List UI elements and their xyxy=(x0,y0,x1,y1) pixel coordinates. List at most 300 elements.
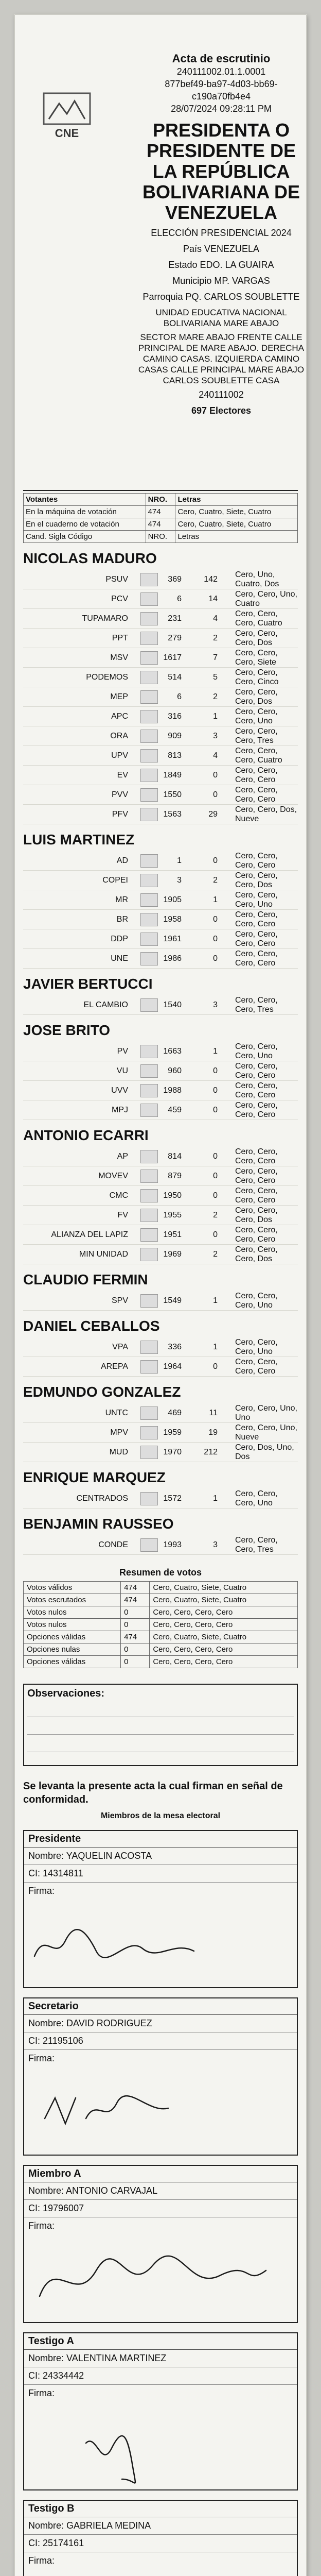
party-code: 1549 xyxy=(163,1296,182,1305)
party-sigla: MOVEV xyxy=(98,1171,128,1180)
party-logo xyxy=(140,913,158,926)
party-sigla: UNTC xyxy=(105,1408,128,1417)
party-logo xyxy=(140,1150,158,1163)
center-name: UNIDAD EDUCATIVA NACIONAL BOLIVARIANA MARE ABAJO xyxy=(155,308,287,328)
party-votes-words: Cero, Cero, Cero, Cero xyxy=(235,1061,278,1080)
party-row xyxy=(23,1206,298,1225)
party-votes-words: Cero, Cero, Cero, Cuatro xyxy=(235,609,282,628)
party-row xyxy=(23,746,298,766)
resumen-row: Votos nulos 0 Cero, Cero, Cero, Cero xyxy=(24,1606,298,1619)
party-row xyxy=(23,668,298,687)
party-logo xyxy=(140,1426,158,1439)
party-votes-words: Cero, Cero, Cero, Tres xyxy=(235,995,278,1014)
candidate-name: BENJAMIN RAUSSEO xyxy=(23,1516,174,1532)
party-row xyxy=(23,1337,298,1357)
party-votes: 1 xyxy=(213,1296,218,1305)
party-logo xyxy=(140,1189,158,1202)
center-code: 240111002 xyxy=(199,389,244,400)
member-ci: CI: 24334442 xyxy=(24,2367,297,2385)
party-row xyxy=(23,1166,298,1186)
party-code: 1540 xyxy=(163,1000,182,1009)
logo-text: CNE xyxy=(55,127,79,140)
member-signature xyxy=(24,2234,297,2322)
party-votes-words: Cero, Cero, Cero, Tres xyxy=(235,726,278,745)
party-row xyxy=(23,609,298,629)
member-firma-label: Firma: xyxy=(28,1886,55,1896)
party-row xyxy=(23,1291,298,1311)
party-row xyxy=(23,1443,298,1462)
party-logo xyxy=(140,1104,158,1117)
electores-count: 697 Electores xyxy=(191,405,252,416)
party-sigla: MPJ xyxy=(112,1105,128,1114)
party-votes-words: Cero, Cero, Cero, Cuatro xyxy=(235,746,282,765)
party-votes: 4 xyxy=(213,614,218,623)
party-logo xyxy=(140,632,158,645)
party-logo xyxy=(140,1538,158,1552)
member-name: Nombre: ANTONIO CARVAJAL xyxy=(24,2182,297,2200)
party-code: 909 xyxy=(168,731,182,740)
acta-datetime: 28/07/2024 09:28:11 PM xyxy=(171,104,272,114)
party-row xyxy=(23,766,298,785)
member-name: Nombre: GABRIELA MEDINA xyxy=(24,2517,297,2535)
member-ci: CI: 19796007 xyxy=(24,2200,297,2217)
party-row xyxy=(23,1100,298,1120)
party-code: 1 xyxy=(177,856,182,865)
resumen-row: Opciones válidas 474 Cero, Cuatro, Siete, Cuatro xyxy=(24,1631,298,1643)
party-logo xyxy=(140,1084,158,1097)
party-code: 1617 xyxy=(163,653,182,662)
center-address: SECTOR MARE ABAJO FRENTE CALLE PRINCIPAL DE MARE ABAJO. DERECHA CAMINO CASAS. IZQUIERDA CAMINO CASAS CALLE PRINCIPAL MARE ABAJO CARLOS SOUBLETTE CASA xyxy=(138,332,305,385)
candidate-name: JOSE BRITO xyxy=(23,1022,111,1038)
party-logo xyxy=(140,788,158,802)
party-logo xyxy=(140,1228,158,1242)
member-role: Presidente xyxy=(24,1831,297,1848)
party-logo xyxy=(140,592,158,606)
party-logo xyxy=(140,612,158,625)
party-votes-words: Cero, Cero, Dos, Nueve xyxy=(235,805,297,823)
party-logo xyxy=(140,808,158,821)
party-code: 231 xyxy=(168,614,182,623)
nro-header: NRO. xyxy=(146,494,175,506)
party-logo xyxy=(140,1045,158,1058)
party-row xyxy=(23,890,298,910)
member-firma-label: Firma: xyxy=(28,2555,55,2566)
party-votes-words: Cero, Cero, Cero, Cero xyxy=(235,1357,278,1376)
party-code: 813 xyxy=(168,751,182,760)
party-code: 1663 xyxy=(163,1046,182,1056)
member-box xyxy=(23,2500,298,2576)
party-sigla: MEP xyxy=(110,692,128,701)
party-sigla: UVV xyxy=(111,1086,128,1095)
member-firma-label: Firma: xyxy=(28,2388,55,2398)
party-sigla: MSV xyxy=(110,653,128,662)
party-code: 1550 xyxy=(163,790,182,799)
party-votes: 19 xyxy=(208,1428,218,1437)
party-row xyxy=(23,1489,298,1509)
election-name: ELECCIÓN PRESIDENCIAL 2024 xyxy=(151,228,292,238)
party-votes-words: Cero, Cero, Cero, Cero xyxy=(235,1186,278,1205)
party-code: 369 xyxy=(168,574,182,584)
acta-hash-1: 877bef49-ba97-4d03-bb69- xyxy=(165,79,278,89)
party-votes: 4 xyxy=(213,751,218,760)
candidate-name: CLAUDIO FERMIN xyxy=(23,1272,148,1287)
party-code: 1950 xyxy=(163,1191,182,1200)
party-logo xyxy=(140,893,158,907)
signature-drawing xyxy=(24,2569,297,2576)
party-sigla: AP xyxy=(117,1151,128,1161)
signature-drawing xyxy=(24,2234,297,2322)
party-logo xyxy=(140,1248,158,1261)
party-row xyxy=(23,805,298,824)
candidate-name: JAVIER BERTUCCI xyxy=(23,976,153,992)
party-row xyxy=(23,1535,298,1555)
party-sigla: MR xyxy=(115,895,128,904)
member-box xyxy=(23,2332,298,2490)
party-code: 1563 xyxy=(163,809,182,819)
party-votes: 0 xyxy=(213,1105,218,1114)
candidate-columns-header: Cand. Sigla Código NRO. Letras xyxy=(24,531,298,543)
party-sigla: PV xyxy=(117,1046,128,1056)
party-row xyxy=(23,1245,298,1264)
party-code: 1849 xyxy=(163,770,182,779)
party-logo xyxy=(140,1209,158,1222)
party-code: 336 xyxy=(168,1342,182,1351)
party-votes-words: Cero, Cero, Uno, Nueve xyxy=(235,1423,297,1442)
party-votes-words: Cero, Cero, Cero, Uno xyxy=(235,707,278,725)
votantes-header: Votantes xyxy=(24,494,146,506)
acta-hash-2: c190a70fb4e4 xyxy=(191,91,251,101)
party-code: 1951 xyxy=(163,1230,182,1239)
party-votes: 29 xyxy=(208,809,218,819)
party-votes: 2 xyxy=(213,692,218,701)
member-box xyxy=(23,1997,298,2156)
party-row xyxy=(23,851,298,871)
party-votes: 0 xyxy=(213,1230,218,1239)
party-votes-words: Cero, Cero, Uno, Uno xyxy=(235,1403,297,1422)
party-code: 1970 xyxy=(163,1447,182,1456)
municipio: Municipio MP. VARGAS xyxy=(172,276,270,286)
party-votes-words: Cero, Cero, Cero, Cero xyxy=(235,1225,278,1244)
party-votes: 0 xyxy=(213,1066,218,1075)
party-logo xyxy=(140,651,158,665)
party-sigla: UNE xyxy=(111,954,128,963)
party-logo xyxy=(140,1406,158,1420)
party-row xyxy=(23,910,298,929)
party-logo xyxy=(140,1492,158,1505)
member-role: Miembro A xyxy=(24,2166,297,2182)
resumen-table xyxy=(23,1581,298,1668)
party-code: 1988 xyxy=(163,1086,182,1095)
member-signature xyxy=(24,1900,297,1987)
party-logo xyxy=(140,1341,158,1354)
party-sigla: PVV xyxy=(111,790,128,799)
signature-drawing xyxy=(24,2402,297,2489)
party-votes-words: Cero, Cero, Cero, Cero xyxy=(235,1147,278,1165)
party-sigla: MIN UNIDAD xyxy=(79,1249,128,1259)
votantes-table xyxy=(23,493,298,543)
party-code: 1955 xyxy=(163,1210,182,1219)
party-code: 1969 xyxy=(163,1249,182,1259)
party-row xyxy=(23,949,298,969)
party-votes: 11 xyxy=(209,1408,218,1417)
party-votes-words: Cero, Cero, Cero, Dos xyxy=(235,1206,278,1224)
party-votes: 2 xyxy=(213,1210,218,1219)
party-votes: 0 xyxy=(213,1191,218,1200)
acta-code: 240111002.01.1.0001 xyxy=(176,66,266,77)
party-row xyxy=(23,1403,298,1423)
party-sigla: SPV xyxy=(111,1296,128,1305)
party-logo xyxy=(140,952,158,965)
party-code: 6 xyxy=(177,594,182,603)
observaciones-title: Observaciones: xyxy=(27,1688,105,1699)
party-logo xyxy=(140,933,158,946)
party-code: 514 xyxy=(168,672,182,682)
party-code: 316 xyxy=(168,711,182,721)
firma-note: Se levanta la presente acta la cual firman en señal de conformidad. xyxy=(23,1781,283,1805)
party-votes-words: Cero, Cero, Uno, Cuatro xyxy=(235,589,297,608)
party-logo xyxy=(140,1170,158,1183)
party-votes: 2 xyxy=(213,633,218,642)
party-sigla: ORA xyxy=(110,731,128,740)
party-logo xyxy=(140,573,158,586)
party-row xyxy=(23,1081,298,1100)
party-votes: 0 xyxy=(213,1151,218,1161)
table-row: En la máquina de votación 474 Cero, Cuatro, Siete, Cuatro xyxy=(24,506,298,518)
party-row xyxy=(23,1061,298,1081)
party-votes-words: Cero, Cero, Cero, Cero xyxy=(235,766,278,784)
signature-drawing xyxy=(24,2067,297,2155)
party-votes-words: Cero, Cero, Cero, Cero xyxy=(235,1100,278,1119)
member-box xyxy=(23,2165,298,2323)
party-sigla: VU xyxy=(116,1066,128,1075)
party-sigla: EV xyxy=(117,770,128,779)
party-code: 1986 xyxy=(163,954,182,963)
miembros-title: Miembros de la mesa electoral xyxy=(100,1811,221,1820)
party-votes: 0 xyxy=(213,856,218,865)
party-row xyxy=(23,726,298,746)
party-sigla: CONDE xyxy=(98,1540,128,1549)
party-code: 960 xyxy=(168,1066,182,1075)
resumen-row: Opciones nulas 0 Cero, Cero, Cero, Cero xyxy=(24,1643,298,1656)
party-sigla: CENTRADOS xyxy=(76,1494,128,1503)
member-role: Secretario xyxy=(24,1998,297,2015)
party-sigla: CMC xyxy=(109,1191,128,1200)
party-code: 1958 xyxy=(163,914,182,924)
party-votes-words: Cero, Cero, Cero, Tres xyxy=(235,1535,278,1554)
member-role: Testigo A xyxy=(24,2333,297,2350)
party-code: 459 xyxy=(168,1105,182,1114)
party-row xyxy=(23,871,298,890)
party-votes: 2 xyxy=(213,875,218,885)
party-code: 1905 xyxy=(163,895,182,904)
party-votes: 0 xyxy=(213,934,218,943)
party-sigla: EL CAMBIO xyxy=(83,1000,128,1009)
party-code: 1964 xyxy=(163,1362,182,1371)
party-row xyxy=(23,995,298,1015)
party-logo xyxy=(140,1064,158,1078)
member-ci: CI: 21195106 xyxy=(24,2032,297,2050)
party-row xyxy=(23,785,298,805)
party-logo xyxy=(140,1294,158,1308)
party-votes: 142 xyxy=(204,574,218,584)
acta-title: Acta de escrutinio xyxy=(172,52,271,65)
party-code: 1572 xyxy=(163,1494,182,1503)
party-row xyxy=(23,929,298,949)
party-code: 814 xyxy=(168,1151,182,1161)
party-row xyxy=(23,648,298,668)
member-name: Nombre: YAQUELIN ACOSTA xyxy=(24,1848,297,1865)
party-code: 469 xyxy=(168,1408,182,1417)
resumen-row: Votos escrutados 474 Cero, Cuatro, Siete, Cuatro xyxy=(24,1594,298,1606)
party-votes-words: Cero, Cero, Cero, Dos xyxy=(235,1245,278,1263)
party-sigla: AD xyxy=(116,856,128,865)
party-sigla: TUPAMARO xyxy=(82,614,128,623)
member-firma-label: Firma: xyxy=(28,2053,55,2063)
party-row xyxy=(23,629,298,648)
party-sigla: APC xyxy=(111,711,128,721)
party-votes: 7 xyxy=(213,653,218,662)
party-logo xyxy=(140,874,158,887)
party-votes-words: Cero, Cero, Cero, Dos xyxy=(235,687,278,706)
party-sigla: ALIANZA DEL LAPIZ xyxy=(51,1230,128,1239)
candidate-name: DANIEL CEBALLOS xyxy=(23,1318,160,1334)
party-votes: 0 xyxy=(213,954,218,963)
party-votes: 0 xyxy=(213,770,218,779)
party-sigla: UPV xyxy=(111,751,128,760)
candidate-name: EDMUNDO GONZALEZ xyxy=(23,1384,181,1400)
party-logo xyxy=(140,1360,158,1374)
party-sigla: PPT xyxy=(112,633,128,642)
party-row xyxy=(23,687,298,707)
party-votes-words: Cero, Cero, Cero, Dos xyxy=(235,629,278,647)
resumen-row: Opciones válidas 0 Cero, Cero, Cero, Cero xyxy=(24,1656,298,1668)
member-name: Nombre: DAVID RODRIGUEZ xyxy=(24,2015,297,2032)
party-sigla: PCV xyxy=(111,594,128,603)
observaciones-box xyxy=(23,1684,298,1766)
party-votes-words: Cero, Cero, Cero, Dos xyxy=(235,871,278,889)
party-code: 1959 xyxy=(163,1428,182,1437)
party-votes-words: Cero, Cero, Cero, Uno xyxy=(235,1042,278,1060)
party-sigla: PFV xyxy=(112,809,128,819)
member-signature xyxy=(24,2569,297,2576)
party-votes-words: Cero, Cero, Cero, Cero xyxy=(235,1166,278,1185)
party-sigla: AREPA xyxy=(100,1362,128,1371)
party-votes: 1 xyxy=(213,1342,218,1351)
party-row xyxy=(23,1186,298,1206)
acta-heading: PRESIDENTA O PRESIDENTE DE LA REPÚBLICA BOLIVARIANA DE VENEZUELA xyxy=(142,120,300,223)
member-ci: CI: 25174161 xyxy=(24,2535,297,2552)
party-row xyxy=(23,1225,298,1245)
party-votes: 0 xyxy=(213,1086,218,1095)
party-votes: 3 xyxy=(213,1540,218,1549)
party-code: 1993 xyxy=(163,1540,182,1549)
party-votes: 1 xyxy=(213,1494,218,1503)
party-votes: 212 xyxy=(204,1447,218,1456)
party-logo xyxy=(140,854,158,868)
acta-header xyxy=(23,21,305,416)
party-votes: 0 xyxy=(213,1171,218,1180)
party-votes: 3 xyxy=(213,731,218,740)
party-votes-words: Cero, Cero, Cero, Uno xyxy=(235,1291,278,1310)
party-row xyxy=(23,570,298,589)
candidate-name: NICOLAS MADURO xyxy=(23,550,157,566)
party-sigla: FV xyxy=(117,1210,128,1219)
party-sigla: MUD xyxy=(109,1447,128,1456)
party-votes-words: Cero, Cero, Cero, Uno xyxy=(235,1337,278,1356)
party-votes-words: Cero, Uno, Cuatro, Dos xyxy=(235,570,279,588)
party-votes: 1 xyxy=(213,711,218,721)
party-votes: 0 xyxy=(213,914,218,924)
party-code: 3 xyxy=(177,875,182,885)
party-votes: 0 xyxy=(213,1362,218,1371)
resumen-title: Resumen de votos xyxy=(119,1567,202,1578)
party-sigla: MPV xyxy=(110,1428,128,1437)
party-sigla: VPA xyxy=(112,1342,128,1351)
party-row xyxy=(23,1042,298,1061)
country: País VENEZUELA xyxy=(183,244,260,254)
member-box xyxy=(23,1830,298,1988)
state: Estado EDO. LA GUAIRA xyxy=(168,260,274,270)
resumen-row: Votos nulos 0 Cero, Cero, Cero, Cero xyxy=(24,1619,298,1631)
table-row: En el cuaderno de votación 474 Cero, Cuatro, Siete, Cuatro xyxy=(24,518,298,531)
party-row xyxy=(23,1357,298,1377)
party-logo xyxy=(140,671,158,684)
party-code: 1961 xyxy=(163,934,182,943)
signature-drawing xyxy=(24,1900,297,1987)
party-row xyxy=(23,589,298,609)
letras-header: Letras xyxy=(175,494,298,506)
party-logo xyxy=(140,730,158,743)
party-votes: 2 xyxy=(213,1249,218,1259)
party-logo xyxy=(140,690,158,704)
party-votes-words: Cero, Dos, Uno, Dos xyxy=(235,1443,294,1461)
party-votes-words: Cero, Cero, Cero, Uno xyxy=(235,1489,278,1507)
cne-logo xyxy=(39,88,95,145)
party-votes-words: Cero, Cero, Cero, Uno xyxy=(235,890,278,909)
party-votes-words: Cero, Cero, Cero, Cinco xyxy=(235,668,279,686)
party-row xyxy=(23,1423,298,1443)
party-votes-words: Cero, Cero, Cero, Cero xyxy=(235,1081,278,1099)
party-votes: 0 xyxy=(213,790,218,799)
party-votes: 1 xyxy=(213,1046,218,1056)
party-row xyxy=(23,707,298,726)
candidate-name: LUIS MARTINEZ xyxy=(23,832,135,848)
party-logo xyxy=(140,998,158,1012)
party-votes: 5 xyxy=(213,672,218,682)
party-votes: 3 xyxy=(213,1000,218,1009)
party-logo xyxy=(140,1446,158,1459)
party-votes: 14 xyxy=(208,594,218,603)
party-sigla: DDP xyxy=(111,934,128,943)
party-logo xyxy=(140,769,158,782)
party-votes-words: Cero, Cero, Cero, Cero xyxy=(235,929,278,948)
party-code: 879 xyxy=(168,1171,182,1180)
member-firma-label: Firma: xyxy=(28,2221,55,2231)
member-signature xyxy=(24,2402,297,2489)
party-row xyxy=(23,1147,298,1166)
candidate-name: ANTONIO ECARRI xyxy=(23,1127,149,1143)
party-logo xyxy=(140,749,158,762)
party-votes-words: Cero, Cero, Cero, Cero xyxy=(235,910,278,928)
party-code: 6 xyxy=(177,692,182,701)
party-logo xyxy=(140,710,158,723)
member-ci: CI: 14314811 xyxy=(24,1865,297,1883)
resumen-row: Votos válidos 474 Cero, Cuatro, Siete, Cuatro xyxy=(24,1582,298,1594)
member-signature xyxy=(24,2067,297,2155)
member-name: Nombre: VALENTINA MARTINEZ xyxy=(24,2350,297,2367)
party-votes-words: Cero, Cero, Cero, Cero xyxy=(235,949,278,968)
acta-paper xyxy=(14,14,307,2576)
